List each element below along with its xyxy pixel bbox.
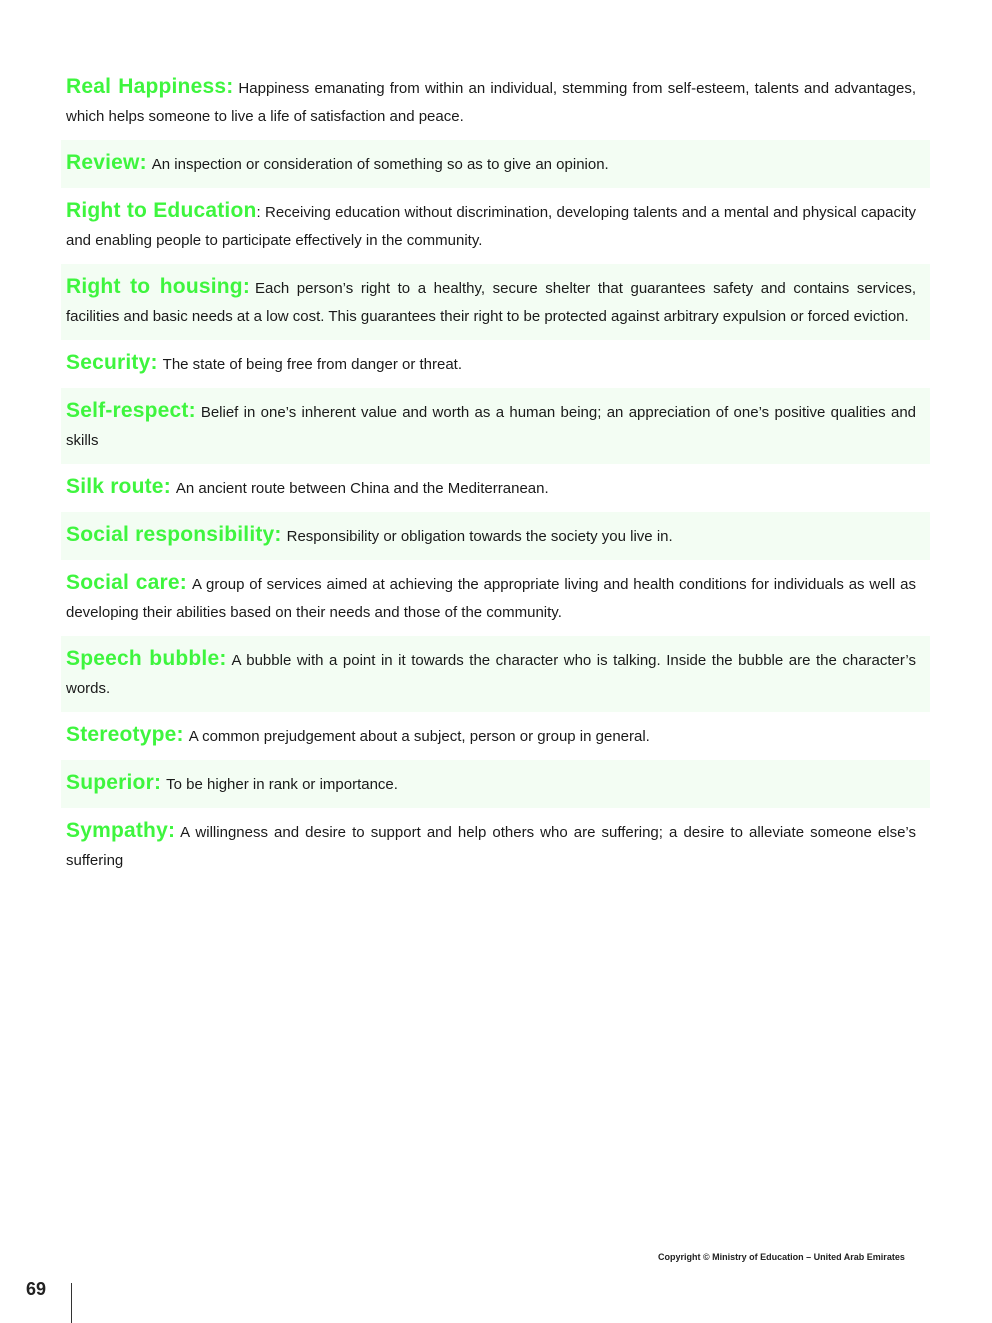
- glossary-entry-social-responsibility: [61, 512, 930, 560]
- glossary-term: Right to housing:: [66, 275, 251, 298]
- glossary-term: Self-respect:: [66, 399, 196, 422]
- glossary-definition: A bubble with a point in it towards the character who is talking. Inside the bubble are the character’s words.: [66, 652, 916, 697]
- glossary-definition: : Receiving education without discrimination, developing talents and a mental and physical capacity and enabling people to participate effectively in the community.: [66, 204, 916, 249]
- glossary-entry-right-to-education: [61, 188, 930, 264]
- glossary-definition: Happiness emanating from within an individual, stemming from self-esteem, talents and advantages, which helps someone to live a life of satisfaction and peace.: [66, 80, 916, 125]
- glossary-definition: A group of services aimed at achieving the appropriate living and health conditions for individuals as well as developing their abilities based on their needs and those of the community.: [66, 576, 916, 621]
- glossary-term: Social care:: [66, 571, 187, 594]
- glossary-term: Superior:: [66, 771, 162, 794]
- glossary-definition: An ancient route between China and the Mediterranean.: [175, 480, 549, 497]
- glossary-definition: Each person’s right to a healthy, secure shelter that guarantees safety and contains services, facilities and basic needs at a low cost. This guarantees their right to be protected against arbitrary expulsion or forced eviction.: [66, 280, 916, 325]
- glossary-entry-speech-bubble: [61, 636, 930, 712]
- glossary-term: Right to Education: [66, 199, 257, 222]
- glossary-entry-stereotype: [61, 712, 930, 760]
- copyright-notice: Copyright © Ministry of Education – United Arab Emirates: [658, 1252, 905, 1262]
- glossary-definition: An inspection or consideration of something so as to give an opinion.: [151, 156, 609, 173]
- glossary-entry-superior: [61, 760, 930, 808]
- glossary-term: Social responsibility:: [66, 523, 282, 546]
- glossary-definition: A willingness and desire to support and help others who are suffering; a desire to alleviate someone else’s suffering: [66, 824, 916, 869]
- glossary-list: [61, 64, 930, 884]
- page-number-divider: [71, 1283, 72, 1323]
- page-number: 69: [26, 1279, 47, 1299]
- glossary-term: Security:: [66, 351, 158, 374]
- glossary-entry-right-to-housing: [61, 264, 930, 340]
- glossary-term: Sympathy:: [66, 819, 176, 842]
- glossary-definition: To be higher in rank or importance.: [166, 776, 398, 793]
- glossary-term: Real Happiness:: [66, 75, 234, 98]
- glossary-definition: A common prejudgement about a subject, person or group in general.: [188, 728, 650, 745]
- glossary-term: Silk route:: [66, 475, 171, 498]
- glossary-entry-real-happiness: [61, 64, 930, 140]
- glossary-term: Speech bubble:: [66, 647, 227, 670]
- glossary-entry-security: [61, 340, 930, 388]
- glossary-definition: Responsibility or obligation towards the society you live in.: [286, 528, 673, 545]
- glossary-entry-silk-route: [61, 464, 930, 512]
- glossary-entry-review: [61, 140, 930, 188]
- glossary-definition: Belief in one’s inherent value and worth as a human being; an appreciation of one’s positive qualities and skills: [66, 404, 916, 449]
- glossary-term: Stereotype:: [66, 723, 184, 746]
- glossary-definition: The state of being free from danger or threat.: [162, 356, 463, 373]
- glossary-entry-social-care: [61, 560, 930, 636]
- glossary-entry-sympathy: [61, 808, 930, 884]
- glossary-term: Review:: [66, 151, 147, 174]
- glossary-entry-self-respect: [61, 388, 930, 464]
